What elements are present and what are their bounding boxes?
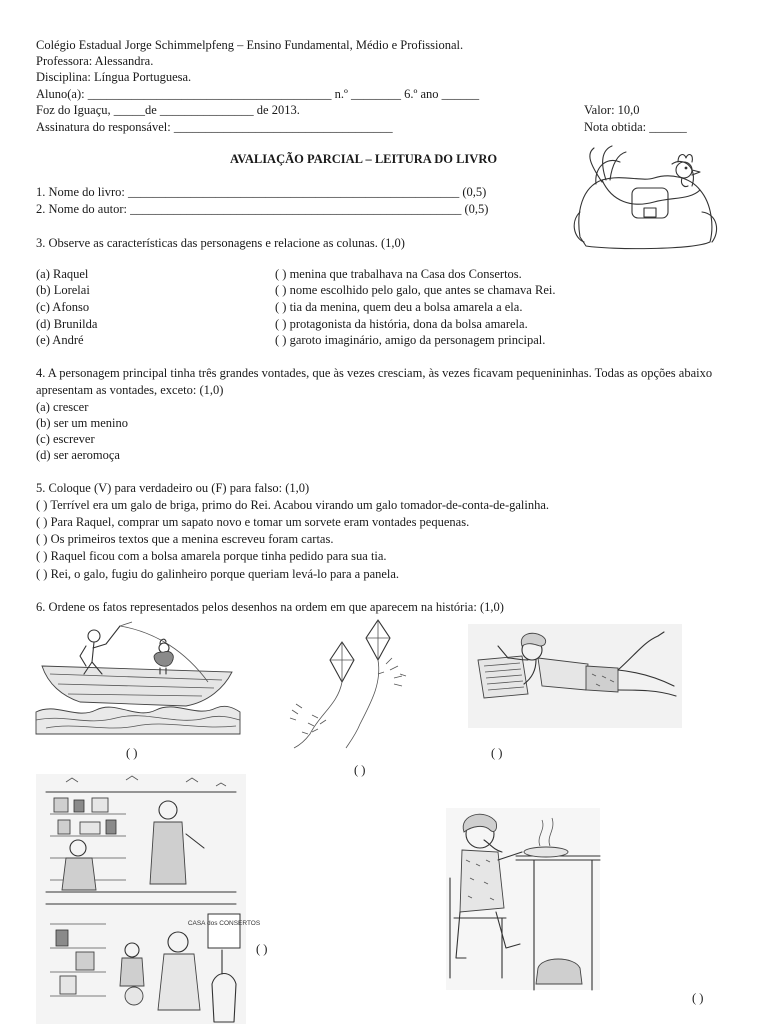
- q5-statement[interactable]: ( ) Terrível era um galo de briga, primo do Rei. Acabou virando um galo tomador-de-conta-de-galinha.: [36, 498, 550, 512]
- exam-title: AVALIAÇÃO PARCIAL – LEITURA DO LIVRO: [230, 152, 498, 166]
- shop-sign-text: CASA dos CONSERTOS: [187, 920, 261, 927]
- guardian-signature-field[interactable]: Assinatura do responsável: ___________________________________: [36, 120, 393, 134]
- q5-statement[interactable]: ( ) Raquel ficou com a bolsa amarela porque tinha pedido para sua tia.: [36, 549, 387, 563]
- teacher-line: Professora: Alessandra.: [36, 54, 154, 68]
- school-name: Colégio Estadual Jorge Schimmelpfeng – Ensino Fundamental, Médio e Profissional.: [36, 38, 464, 52]
- q6-blank-4[interactable]: ( ): [256, 942, 268, 956]
- q6-blank-1[interactable]: ( ): [126, 746, 138, 760]
- girl-writing-illustration: [468, 624, 682, 728]
- q6-blank-5[interactable]: ( ): [692, 991, 704, 1005]
- q4-option[interactable]: (b) ser um menino: [36, 416, 128, 430]
- value-label: Valor: 10,0: [584, 103, 640, 117]
- q5-statement[interactable]: ( ) Os primeiros textos que a menina escreveu foram cartas.: [36, 532, 334, 546]
- q3-right-item[interactable]: ( ) menina que trabalhava na Casa dos Consertos.: [275, 267, 522, 281]
- q3-left-item: (d) Brunilda: [36, 317, 98, 331]
- kites-illustration: [290, 614, 410, 748]
- yellow-bag-rooster-illustration: [572, 142, 724, 254]
- q3-right-item[interactable]: ( ) protagonista da história, dona da bolsa amarela.: [275, 317, 528, 331]
- girl-at-table-illustration: [446, 808, 600, 990]
- q3-left-item: (e) André: [36, 333, 84, 347]
- q3-right-item[interactable]: ( ) nome escolhido pelo galo, que antes se chamava Rei.: [275, 283, 556, 297]
- q6-blank-3[interactable]: ( ): [491, 746, 503, 760]
- q3-right-item[interactable]: ( ) garoto imaginário, amigo da personagem principal.: [275, 333, 546, 347]
- student-field[interactable]: Aluno(a): _______________________________________ n.º ________ 6.º ano ______: [36, 87, 480, 101]
- q6-prompt: 6. Ordene os fatos representados pelos desenhos na ordem em que aparecem na história: (1,0): [36, 600, 504, 614]
- subject-line: Disciplina: Língua Portuguesa.: [36, 70, 192, 84]
- q3-right-item[interactable]: ( ) tia da menina, quem deu a bolsa amarela a ela.: [275, 300, 523, 314]
- q3-left-item: (a) Raquel: [36, 267, 89, 281]
- q4-option[interactable]: (c) escrever: [36, 432, 95, 446]
- q6-blank-2[interactable]: ( ): [354, 763, 366, 777]
- q5-statement[interactable]: ( ) Para Raquel, comprar um sapato novo e tomar um sorvete eram vontades pequenas.: [36, 515, 470, 529]
- q5-prompt: 5. Coloque (V) para verdadeiro ou (F) para falso: (1,0): [36, 481, 310, 495]
- boat-fishing-illustration: [36, 622, 240, 734]
- q3-left-item: (b) Lorelai: [36, 283, 90, 297]
- q4-option[interactable]: (d) ser aeromoça: [36, 448, 120, 462]
- q2-author-name-field[interactable]: 2. Nome do autor: _____________________________________________________ (0,5): [36, 202, 489, 216]
- date-field[interactable]: Foz do Iguaçu, _____de _______________ de 2013.: [36, 103, 300, 117]
- repair-shop-illustration: [36, 774, 261, 1024]
- grade-field[interactable]: Nota obtida: ______: [584, 120, 687, 134]
- q3-left-item: (c) Afonso: [36, 300, 90, 314]
- q1-book-name-field[interactable]: 1. Nome do livro: _____________________________________________________ (0,5): [36, 185, 487, 199]
- q5-statement[interactable]: ( ) Rei, o galo, fugiu do galinheiro porque queriam levá-lo para a panela.: [36, 567, 400, 581]
- q4-prompt: 4. A personagem principal tinha três grandes vontades, que às vezes cresciam, às vezes ficavam pequenininhas. Todas as opções abaixo apresentam as vontades, exceto: (1,0): [36, 366, 713, 397]
- q4-option[interactable]: (a) crescer: [36, 400, 89, 414]
- q3-prompt: 3. Observe as características das personagens e relacione as colunas. (1,0): [36, 236, 405, 250]
